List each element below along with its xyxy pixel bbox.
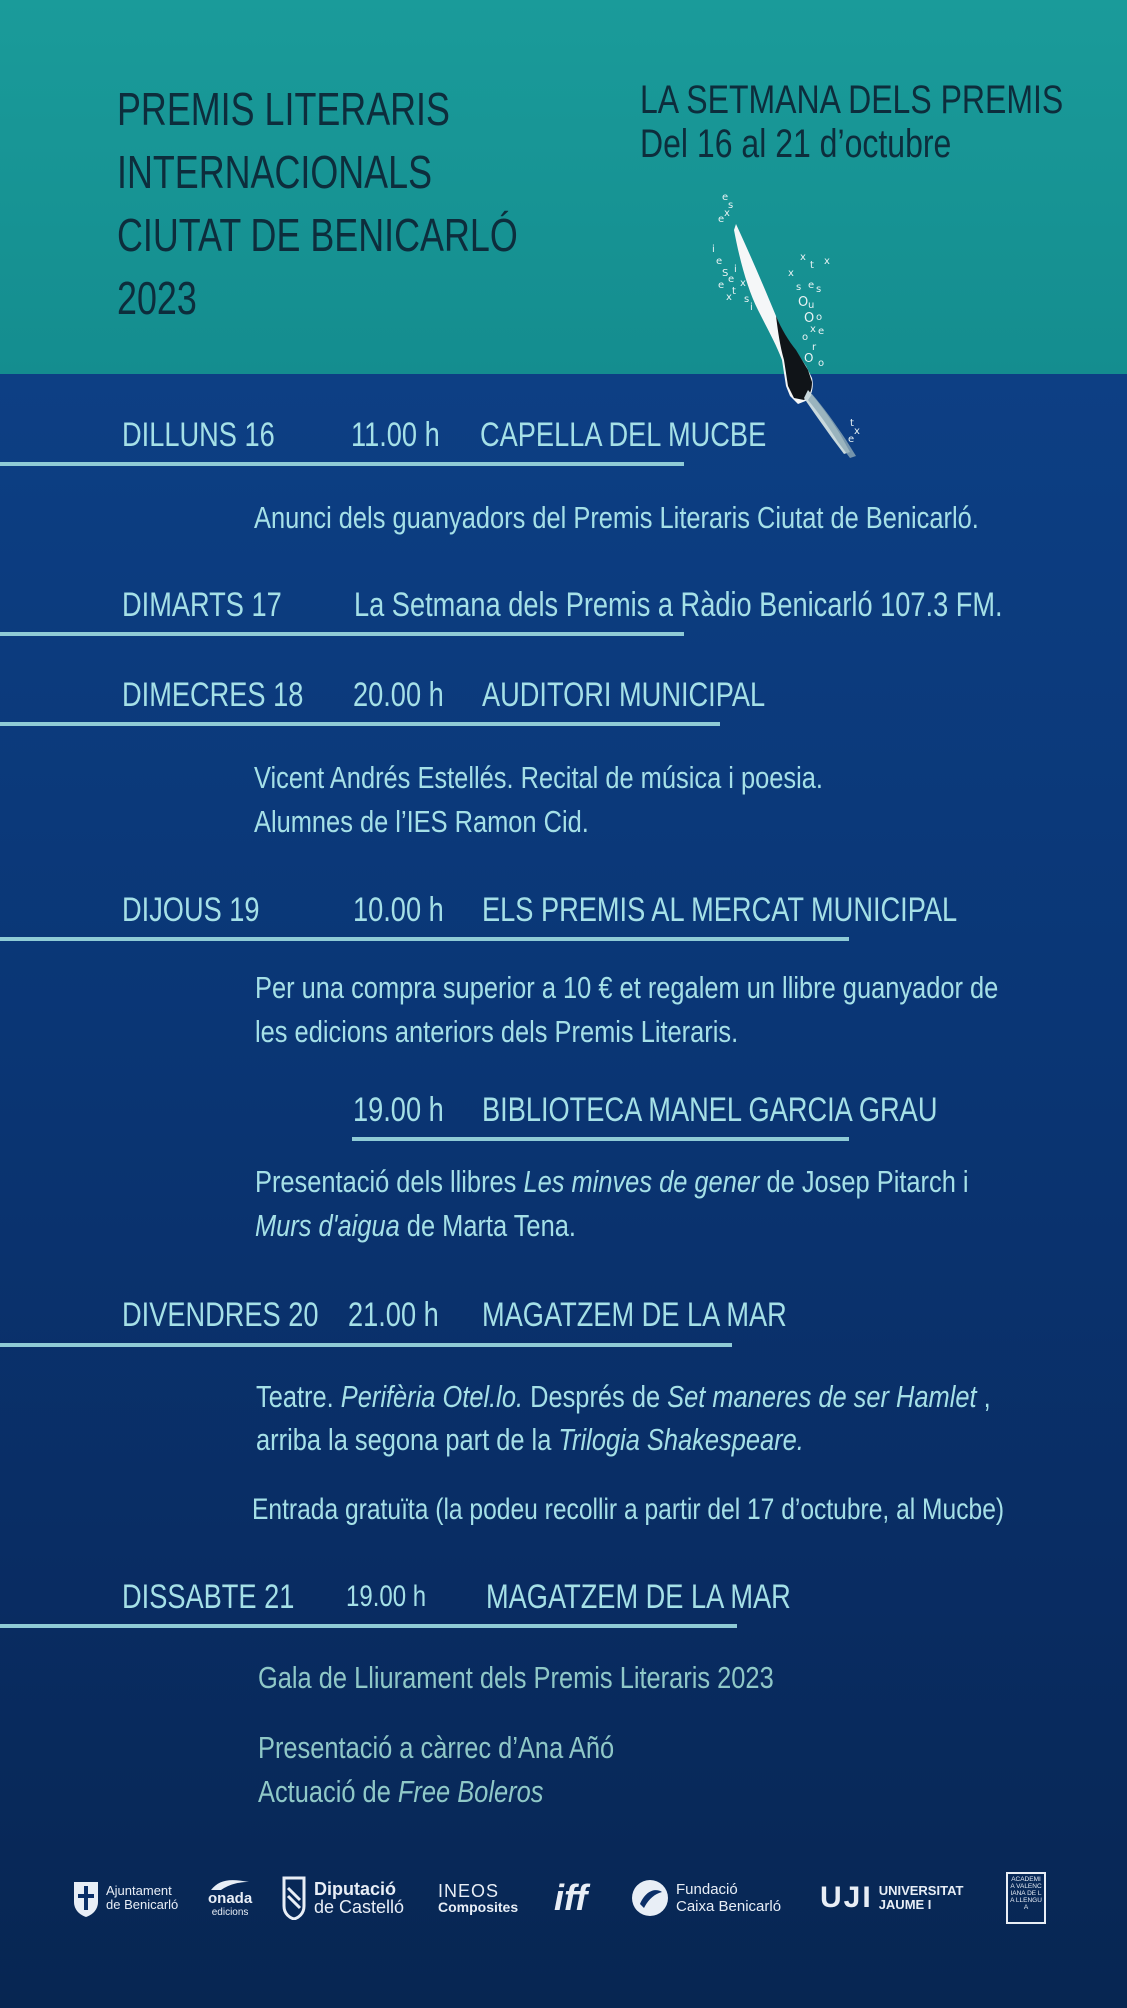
svg-text:x: x — [724, 208, 730, 219]
svg-text:s: s — [816, 284, 822, 295]
logo-text: de Benicarló — [106, 1897, 179, 1912]
svg-text:r: r — [812, 342, 817, 353]
event-description — [255, 1160, 969, 1204]
logo-ineos — [438, 1870, 518, 1926]
svg-text:t: t — [732, 286, 736, 297]
svg-text:i: i — [734, 264, 737, 275]
place-label: MAGATZEM DE LA MAR — [482, 1296, 787, 1334]
svg-text:e: e — [728, 274, 735, 285]
logo-text: Diputació — [314, 1879, 397, 1899]
svg-text:e: e — [808, 280, 815, 291]
title-line: CIUTAT DE BENICARLÓ — [117, 209, 518, 261]
svg-text:o: o — [802, 332, 809, 343]
svg-text:e: e — [722, 192, 729, 203]
svg-text:x: x — [788, 268, 794, 279]
desc-text: Després de — [523, 1379, 668, 1414]
day-label: DIMARTS 17 — [122, 586, 282, 624]
svg-text:x: x — [726, 292, 732, 303]
band-name: Free Boleros — [397, 1774, 544, 1809]
diputacio-emblem-icon — [280, 1876, 308, 1920]
event-description: Anunci dels guanyadors del Premis Literaris Ciutat de Benicarló. — [254, 500, 979, 535]
svg-text:O: O — [804, 311, 815, 326]
day-label: DIVENDRES 20 — [122, 1296, 319, 1334]
svg-text:e: e — [718, 214, 725, 225]
svg-text:x: x — [810, 324, 816, 335]
svg-text:u: u — [808, 300, 815, 311]
logo-text: onada — [208, 1890, 253, 1907]
svg-text:e: e — [716, 256, 723, 267]
play-title: Set maneres de ser Hamlet — [667, 1379, 977, 1414]
svg-text:e: e — [848, 434, 855, 445]
svg-text:s: s — [728, 200, 734, 211]
day-label: DIJOUS 19 — [122, 891, 260, 929]
event-description: Presentació a càrrec d’Ana Añó — [258, 1730, 615, 1765]
event-description — [255, 1204, 576, 1248]
title-line: PREMIS LITERARIS — [117, 83, 450, 135]
desc-text: Actuació de — [258, 1774, 398, 1809]
book-author: de Josep Pitarch i — [759, 1164, 969, 1199]
event-description — [256, 1418, 804, 1462]
logo-diputacio — [280, 1870, 404, 1926]
desc-text: arriba la segona part de la — [256, 1422, 559, 1457]
week-dates: Del 16 al 21 d’octubre — [640, 122, 952, 166]
row-divider — [0, 462, 684, 466]
event-description: La Setmana dels Premis a Ràdio Benicarló 107.3 FM. — [354, 586, 1003, 624]
academia-emblem — [1006, 1872, 1046, 1924]
logo-acad — [1006, 1870, 1046, 1926]
svg-text:o: o — [818, 358, 825, 369]
time-label: 19.00 h — [353, 1091, 444, 1129]
svg-text:x: x — [740, 278, 746, 289]
event-description: Per una compra superior a 10 € et regalem un llibre guanyador de — [255, 970, 999, 1005]
day-label: DIMECRES 18 — [122, 676, 304, 714]
place-label: AUDITORI MUNICIPAL — [482, 676, 766, 714]
row-divider — [0, 1343, 732, 1347]
logo-iff — [554, 1870, 587, 1926]
play-title: Perifèria Otel.lo. — [340, 1379, 524, 1414]
desc-text: , — [976, 1379, 991, 1414]
logo-text: iff — [554, 1877, 588, 1918]
svg-text:s: s — [744, 294, 750, 305]
week-title: LA SETMANA DELS PREMIS — [640, 78, 1064, 122]
place-label: ELS PREMIS AL MERCAT MUNICIPAL — [482, 891, 958, 929]
logo-text: JAUME I — [878, 1897, 932, 1912]
svg-text:i: i — [712, 244, 715, 255]
title-line: INTERNACIONALS — [117, 146, 433, 198]
svg-text:O: O — [798, 295, 809, 310]
event-description: Vicent Andrés Estellés. Recital de música i poesia. — [254, 760, 823, 795]
logo-text: UJI — [820, 1881, 873, 1914]
logo-onada — [208, 1870, 252, 1926]
logo-uji — [820, 1870, 963, 1926]
event-description — [258, 1770, 543, 1814]
svg-text:o: o — [816, 312, 823, 323]
book-intro: Presentació dels llibres — [255, 1164, 524, 1199]
svg-text:e: e — [718, 280, 725, 291]
event-description: Alumnes de l’IES Ramon Cid. — [254, 804, 589, 839]
play-title: Trilogia Shakespeare. — [558, 1422, 804, 1457]
svg-text:s: s — [796, 282, 802, 293]
svg-text:O: O — [804, 351, 814, 365]
page-title — [117, 78, 518, 330]
event-description — [256, 1375, 991, 1419]
logo-text: ACADEMIA VALENCIANA DE LA LLENGUA — [1010, 1876, 1042, 1911]
svg-text:t: t — [850, 418, 854, 429]
day-label: DILLUNS 16 — [122, 416, 275, 454]
svg-text:x: x — [854, 426, 860, 437]
title-line: 2023 — [117, 272, 197, 324]
svg-text:t: t — [810, 260, 814, 271]
svg-text:e: e — [818, 326, 825, 337]
event-description: les edicions anteriors dels Premis Literaris. — [255, 1014, 739, 1049]
time-label: 21.00 h — [348, 1296, 439, 1334]
svg-text:x: x — [824, 256, 830, 267]
time-label: 10.00 h — [353, 891, 444, 929]
row-divider — [0, 722, 720, 726]
event-description: Gala de Lliurament dels Premis Literaris 2023 — [258, 1660, 774, 1695]
place-label: MAGATZEM DE LA MAR — [486, 1578, 791, 1616]
svg-text:x: x — [800, 252, 806, 263]
svg-text:i: i — [750, 302, 753, 313]
desc-text: Teatre. — [256, 1379, 341, 1414]
logo-text: Fundació — [676, 1881, 738, 1898]
time-label: 11.00 h — [351, 416, 440, 454]
week-heading — [640, 78, 1064, 166]
time-label: 20.00 h — [353, 676, 444, 714]
book-title: Murs d'aigua — [255, 1208, 400, 1243]
logo-text: de Castelló — [314, 1897, 405, 1917]
logo-text: Ajuntament — [106, 1883, 172, 1898]
logo-text: Composites — [438, 1899, 519, 1915]
logo-fundacio — [630, 1870, 781, 1926]
logo-ajuntament — [72, 1870, 178, 1926]
book-author: de Marta Tena. — [399, 1208, 576, 1243]
row-divider — [0, 937, 849, 941]
logo-text: INEOS — [438, 1881, 500, 1901]
row-divider — [0, 1624, 737, 1628]
row-divider — [352, 1137, 849, 1141]
day-label: DISSABTE 21 — [122, 1578, 295, 1616]
sponsor-logos — [70, 1870, 1060, 1926]
coat-of-arms-icon — [72, 1878, 100, 1918]
svg-text:S: S — [722, 268, 729, 279]
logo-text: UNIVERSITAT — [878, 1883, 964, 1898]
tree-icon — [630, 1878, 670, 1918]
time-label: 19.00 h — [346, 1580, 427, 1613]
logo-text: edicions — [211, 1907, 249, 1918]
logo-text: Caixa Benicarló — [676, 1898, 782, 1915]
place-label: CAPELLA DEL MUCBE — [480, 416, 767, 454]
book-title: Les minves de gener — [523, 1164, 760, 1199]
row-divider — [0, 632, 684, 636]
place-label: BIBLIOTECA MANEL GARCIA GRAU — [482, 1091, 938, 1129]
entry-note: Entrada gratuïta (la podeu recollir a partir del 17 d’octubre, al Mucbe) — [252, 1493, 1005, 1526]
